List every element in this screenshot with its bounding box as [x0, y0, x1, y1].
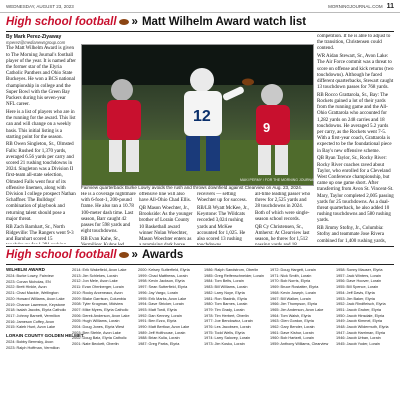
- headline-rule: [6, 31, 394, 32]
- article-paragraph: QB Ryan Taylor, Sr., Rocky River: Rocky River coaches raved about Taylor, who enrolled for a Cleveland West Conference championship, but came up one game short. After transferring from Avon St. Vincent-St. Mary, Taylor completed 2,005 passing yards for 25 touchdowns. As a dual-threat quarterback, he also added 10 rushing touchdowns and 580 rushing yards.: [317, 156, 394, 224]
- award-entry: 1963: Glen Gordon, Elyria: [270, 319, 314, 324]
- photo-illustration: [82, 45, 316, 185]
- award-entry: 1981: Ron Stadnik, Elyria: [204, 296, 247, 301]
- article-paragraph: He is a coverage nightmare with 6-foot-1, 200-pound frame. He also ran a 10.78 100-meter dash time. Last season, Barr caught 42 passes for 598 yards and eight touchdowns.: [81, 192, 136, 235]
- award-entry: 2024: Bobby Bermsky, Avon: [6, 340, 54, 344]
- article-column-5: [255, 192, 312, 245]
- dateline: WEDNESDAY, AUGUST 23, 2023: [6, 3, 74, 9]
- award-entry: 2011: Evan Ohrnberger, Lorain: [72, 285, 124, 290]
- award-entry: 2023: Conan Nicholas, EN: [6, 279, 51, 284]
- awards-separator: »: [131, 249, 138, 261]
- award-entry: 1945: Jacob Yoder, Lorain: [336, 342, 380, 347]
- game-photo: [81, 44, 314, 186]
- awards-list-1b: [6, 340, 68, 351]
- article-paragraph: RB Rocco Grattarola, Sr., Bay: The Rockets gained a lot of their yards from the running game and the All-Ohio Grattarola who accounted for 1,282 yards on 248 carries and 18 touchdowns. He averaged 5.2 yards per carry, as the Rockets went 7-5. With a first-year coach, Grattarola is expected to be the foundational piece in Bay's new offensive scheme.: [317, 92, 392, 154]
- award-entry: 1999: Chad Matthews, Lorain: [138, 273, 188, 278]
- award-entry: 1974: Larry Salovey, Lorain: [204, 336, 251, 341]
- lorain-golden-helmet-header: LORAIN COUNTY GOLDEN HELMET: [6, 333, 84, 338]
- award-entry: 2019: Chance Lawrence, Keystone: [6, 302, 66, 307]
- award-entry: 1992: Dan Kenney, Lorain: [138, 313, 182, 318]
- award-entry: 2007: Mike Myers, Elyria Catholic: [72, 307, 129, 312]
- award-entry: 1977: Joe Bendowicz, Lorain: [204, 319, 253, 324]
- awards-rule: [6, 264, 394, 265]
- award-entry: 2008: Tyler Krogman, Midview: [72, 302, 124, 307]
- award-entry: 1960: Bob Hartzell, Lorain: [270, 336, 314, 341]
- article-paragraph: RB Evan Kahe, Sr.,: [81, 236, 121, 242]
- article-paragraph: receivers — setting Woechter up for success.: [197, 192, 247, 204]
- award-entry: 2002: Doug Batz, Elyria Catholic: [72, 336, 127, 341]
- award-entry: 2012: Jon Mele, Avon Lake: [72, 279, 118, 284]
- award-entry: 1962: Gary Bender, Lorain: [270, 325, 315, 330]
- awards-list-6: [336, 268, 396, 348]
- award-entry: 1988: Brian Kulia, Lorain: [138, 336, 180, 341]
- award-entry: 1964: Tom Walsh, Elyria: [270, 313, 311, 318]
- wilhelm-award-header: WILHELM AWARD: [6, 267, 45, 272]
- award-entry: 2001: Nate Beckett, Oberlin: [72, 342, 119, 347]
- award-entry: 1978: Tim Herbert, Oberlin: [204, 313, 249, 318]
- headline-separator: »: [131, 16, 138, 28]
- article-paragraph: competition. If he is able to adjust to the transition, Christensen could contend.: [317, 34, 391, 52]
- award-entry: 2024: Burke Lowry, Fairview: [6, 274, 54, 278]
- article-paragraph: RB Zach Barnhart, Sr., North Ridgeville: The Rangers went 9-3 and Barnhart scored 15: [6, 224, 74, 242]
- site-name: MORNINGJOURNAL.COM: [328, 3, 383, 9]
- award-entry: 1975: Todd Wells, Elyria: [204, 330, 245, 335]
- award-entry: 1990: Matt Bertlow, Avon Lake: [138, 325, 190, 330]
- award-entry: 2018: Isaiah Jacobs, Elyria Catholic: [6, 308, 67, 313]
- awards-list-5: [270, 268, 332, 348]
- award-entry: 2021: Chad Mackie, Wellington: [6, 291, 59, 296]
- svg-text:12: 12: [193, 108, 211, 125]
- section-brand: High school football: [6, 16, 117, 28]
- award-entry: 1958: Sonny Mauser, Elyria: [336, 268, 383, 272]
- awards-headline: [6, 247, 183, 263]
- award-entry: 1989: Jeff Holthouse, Lorain: [138, 330, 186, 335]
- award-entry: 1982: Larry Noye, Elyria: [204, 290, 245, 295]
- award-entry: 2014: Erik Wakefield, Avon Lake: [72, 268, 127, 272]
- award-entry: 1986: Ralph Sandstrom, Oberlin: [204, 268, 259, 272]
- award-entry: 1995: Erik Marks, Avon Lake: [138, 296, 187, 301]
- article-column-3: [139, 192, 194, 245]
- award-entry: 1957: Jack Winters, Lorain: [336, 273, 381, 278]
- award-entry: 1968: Kevin Joseph, Lorain: [270, 290, 317, 295]
- award-entry: 1950: Jacob Hinsdale, Elyria: [336, 313, 385, 318]
- award-entry: 2006: Derek Anderson, Avon Lake: [72, 313, 130, 318]
- award-entry: 1954: Jeff Davis, Elyria: [336, 290, 375, 295]
- award-entry: 2013: Jim Schlekes, Lorain: [72, 273, 118, 278]
- award-entry: 1998: Kevin Jackson, Elyria: [138, 279, 185, 284]
- award-entry: 1956: Dave Hoover, Lorain: [336, 279, 382, 284]
- award-entry: 1985: Greg Reifenschneider, Lorain: [204, 273, 264, 278]
- award-entry: 1970: Bob Norris, Elyria: [270, 279, 311, 284]
- article-paragraph: RB Owen Singleton, Sr., Olmsted Falls: Rushed for 1,370 yards, averaged 6.56 yards per carry and scored 21 rushing touchdowns in 2024. Singleton was a Division II first-team all-state selection, Olmsted Falls went four of its offensive linemen, along with Division I college prospect Nathan Schaffner. The Bulldogs' combination of playbook and returning talent should pose a major threat.: [6, 142, 76, 222]
- award-entry: 2010: Rocky Arceneaux, Avon: [72, 290, 123, 295]
- awards-list-1: [6, 274, 68, 331]
- article-paragraph: RB/LB Wyatt McKee, Jr., Keystone: The Wildcats recorded 3,024 rushing yards and McKee accounted for 1,025. He also scored 13 rushing: [197, 205, 249, 242]
- award-entry: 1947: Jacob Harriman, Elyria: [336, 330, 385, 335]
- headline: [6, 14, 396, 30]
- awards-list-3: [138, 268, 200, 348]
- football-icon: [119, 252, 129, 258]
- award-entry: 1983: Bill Williams, Lorain: [204, 285, 248, 290]
- award-entry: 2009: Blake Garrison, Columbia: [72, 296, 126, 301]
- awards-list-4: [204, 268, 266, 348]
- award-entry: 2003: Ben Stehle, Avon Lake: [72, 330, 121, 335]
- award-entry: 1971: Nick Smith, Lorain: [270, 273, 312, 278]
- award-entry: 1949: Jacob Kimmel, Elyria: [336, 319, 383, 324]
- awards-list-2: [72, 268, 134, 348]
- award-entry: 2005: Hugh Williams, Lorain: [72, 319, 120, 324]
- award-entry: 1969: Bruce Rostatter, Elyria: [270, 285, 319, 290]
- award-entry: 1973: Jim Kosko, Lorain: [204, 342, 245, 347]
- award-entry: 2004: Doug Jones, Elyria West: [72, 325, 125, 330]
- article-paragraph: Here is a list of players who are in the running for the award. This list can and will change on a weekly basis. This initial listing is a starting point for the season.: [6, 109, 76, 140]
- award-entry: 2017: Johnny Barnett, Vermilion: [6, 313, 60, 318]
- award-entry: 1991: Ben Ezzo, Elyria: [138, 319, 177, 324]
- author-email: mperez@medianewsgroup.com: [6, 40, 66, 46]
- award-entry: 2015: Kaleb Hunt, Avon Lake: [6, 325, 56, 330]
- award-entry: 1953: Jim Baker, Elyria: [336, 296, 375, 301]
- page-header-bar: [0, 0, 400, 13]
- award-entry: 1984: Tom Belts, Lorain: [204, 279, 244, 284]
- football-icon: [119, 19, 129, 25]
- award-entry: 1987: Greg Parks, Elyria: [138, 342, 180, 347]
- award-entry: 1994: Dave Stricker, Lorain: [138, 302, 184, 307]
- award-entry: 2020: Howard Williams, Avon Lake: [6, 296, 65, 301]
- award-entry: 1979: Tim Grady, Lorain: [204, 307, 245, 312]
- award-entry: 1976: Les Jacobsen, Lorain: [204, 325, 251, 330]
- article-paragraph: all-time leading passer who threw for 2,525 yards and 28 touchdowns in 2024. Both of which were single-season school records.: [255, 192, 311, 222]
- article-column-4: [197, 192, 252, 245]
- article-column-1: [6, 34, 76, 244]
- photo-credit: MAKI PERMY / FOR THE MORNING JOURNAL: [240, 178, 316, 182]
- award-entry: 2023: Ralph Hoffman, Vermilion: [6, 345, 60, 350]
- award-entry: 1996: Jay Vargo, Lorain: [138, 290, 179, 295]
- byline: By Mark Perez-Ziyaway: [6, 34, 62, 40]
- award-entry: 1972: Doug Hargett, Lorain: [270, 268, 316, 272]
- award-entry: 1952: Jack Rindfleisch, Elyria: [336, 302, 386, 307]
- award-entry: 1980: Tom Barnes, Lorain: [204, 302, 248, 307]
- award-entry: 1966: Jim Thompson, Elyria: [270, 302, 317, 307]
- svg-text:9: 9: [263, 120, 271, 135]
- award-entry: 1959: Anthony Williams, Clearview: [270, 342, 329, 347]
- awards-title: Awards: [141, 249, 184, 261]
- award-entry: 1967: Bill Walker, Lorain: [270, 296, 311, 301]
- award-entry: 2016: Jameson Coffey, Avon: [6, 319, 55, 324]
- article-paragraph: offensive line will also have All-Ohio Chad Ellis.: [139, 192, 191, 204]
- article-paragraph: The Matt Wilhelm Award is given to The Morning Journal's football player of the year. It is named after the former star of the Elyria Catholic Panthers and Ohio State Buckeyes. He won a BCS national championship in college and the Super Bowl with the Green Bay Packers during his seven-year NFL career.: [6, 46, 76, 108]
- award-entry: 1965: Jim Anderson, Avon Lake: [270, 307, 324, 312]
- article-paragraph: QB Mason Woechter, Jr., Brookside: As the younger brother of Lorain County 10 Basketball award winner Nolan Woechter, Mason Woechter enters as: [139, 205, 193, 242]
- award-entry: 1946: Jacob Urban, Lorain: [336, 336, 381, 341]
- page-header-right: [328, 3, 394, 10]
- article-column-6: [317, 34, 395, 245]
- headline-title: Matt Wilhelm Award watch list: [141, 16, 307, 28]
- award-entry: 2022: Brett Hinkle, Avon: [6, 285, 47, 290]
- article-paragraph: QB Cy Christensen, Sr., Amherst: At Clearview last season, he threw for 1,512: [255, 224, 310, 242]
- awards-brand: High school football: [6, 249, 117, 261]
- article-column-2: [81, 192, 136, 245]
- award-entry: 2000: Kelsey Sutterfield, Elyria: [138, 268, 190, 272]
- article-paragraph: WR Aidan Stewart, Sr., Avon Lake: The Air Force commit was a threat to score on offense and kick returns (two touchdowns). Although he faced different quarterbacks, Stewart caught 13 touchdown passes for 768 yards.: [317, 54, 394, 91]
- award-entry: 1948: Jacob Wildermuth, Elyria: [336, 325, 389, 330]
- page-number: 11: [386, 2, 394, 10]
- award-entry: 1993: Matt Tordi, Elyria: [138, 307, 177, 312]
- award-entry: 1951: Jacob Gruber, Elyria: [336, 307, 381, 312]
- article-paragraph: RB Jimmy Stofny, Jr., Columbia: Stofny and teammate Jose Rivera combined for 1,400 rushing yards,: [317, 226, 386, 244]
- award-entry: 1961: Dave Kishur, Lorain: [270, 330, 314, 335]
- award-entry: 1955: Bill Spence, Lorain: [336, 285, 379, 290]
- award-entry: 1997: Sean Sutterfield, Elyria: [138, 285, 188, 290]
- photo-caption: Fairview quarterback Burke Lowry avoids the rush and throws downfield against Clearview on Aug. 23, 2024.: [81, 185, 303, 190]
